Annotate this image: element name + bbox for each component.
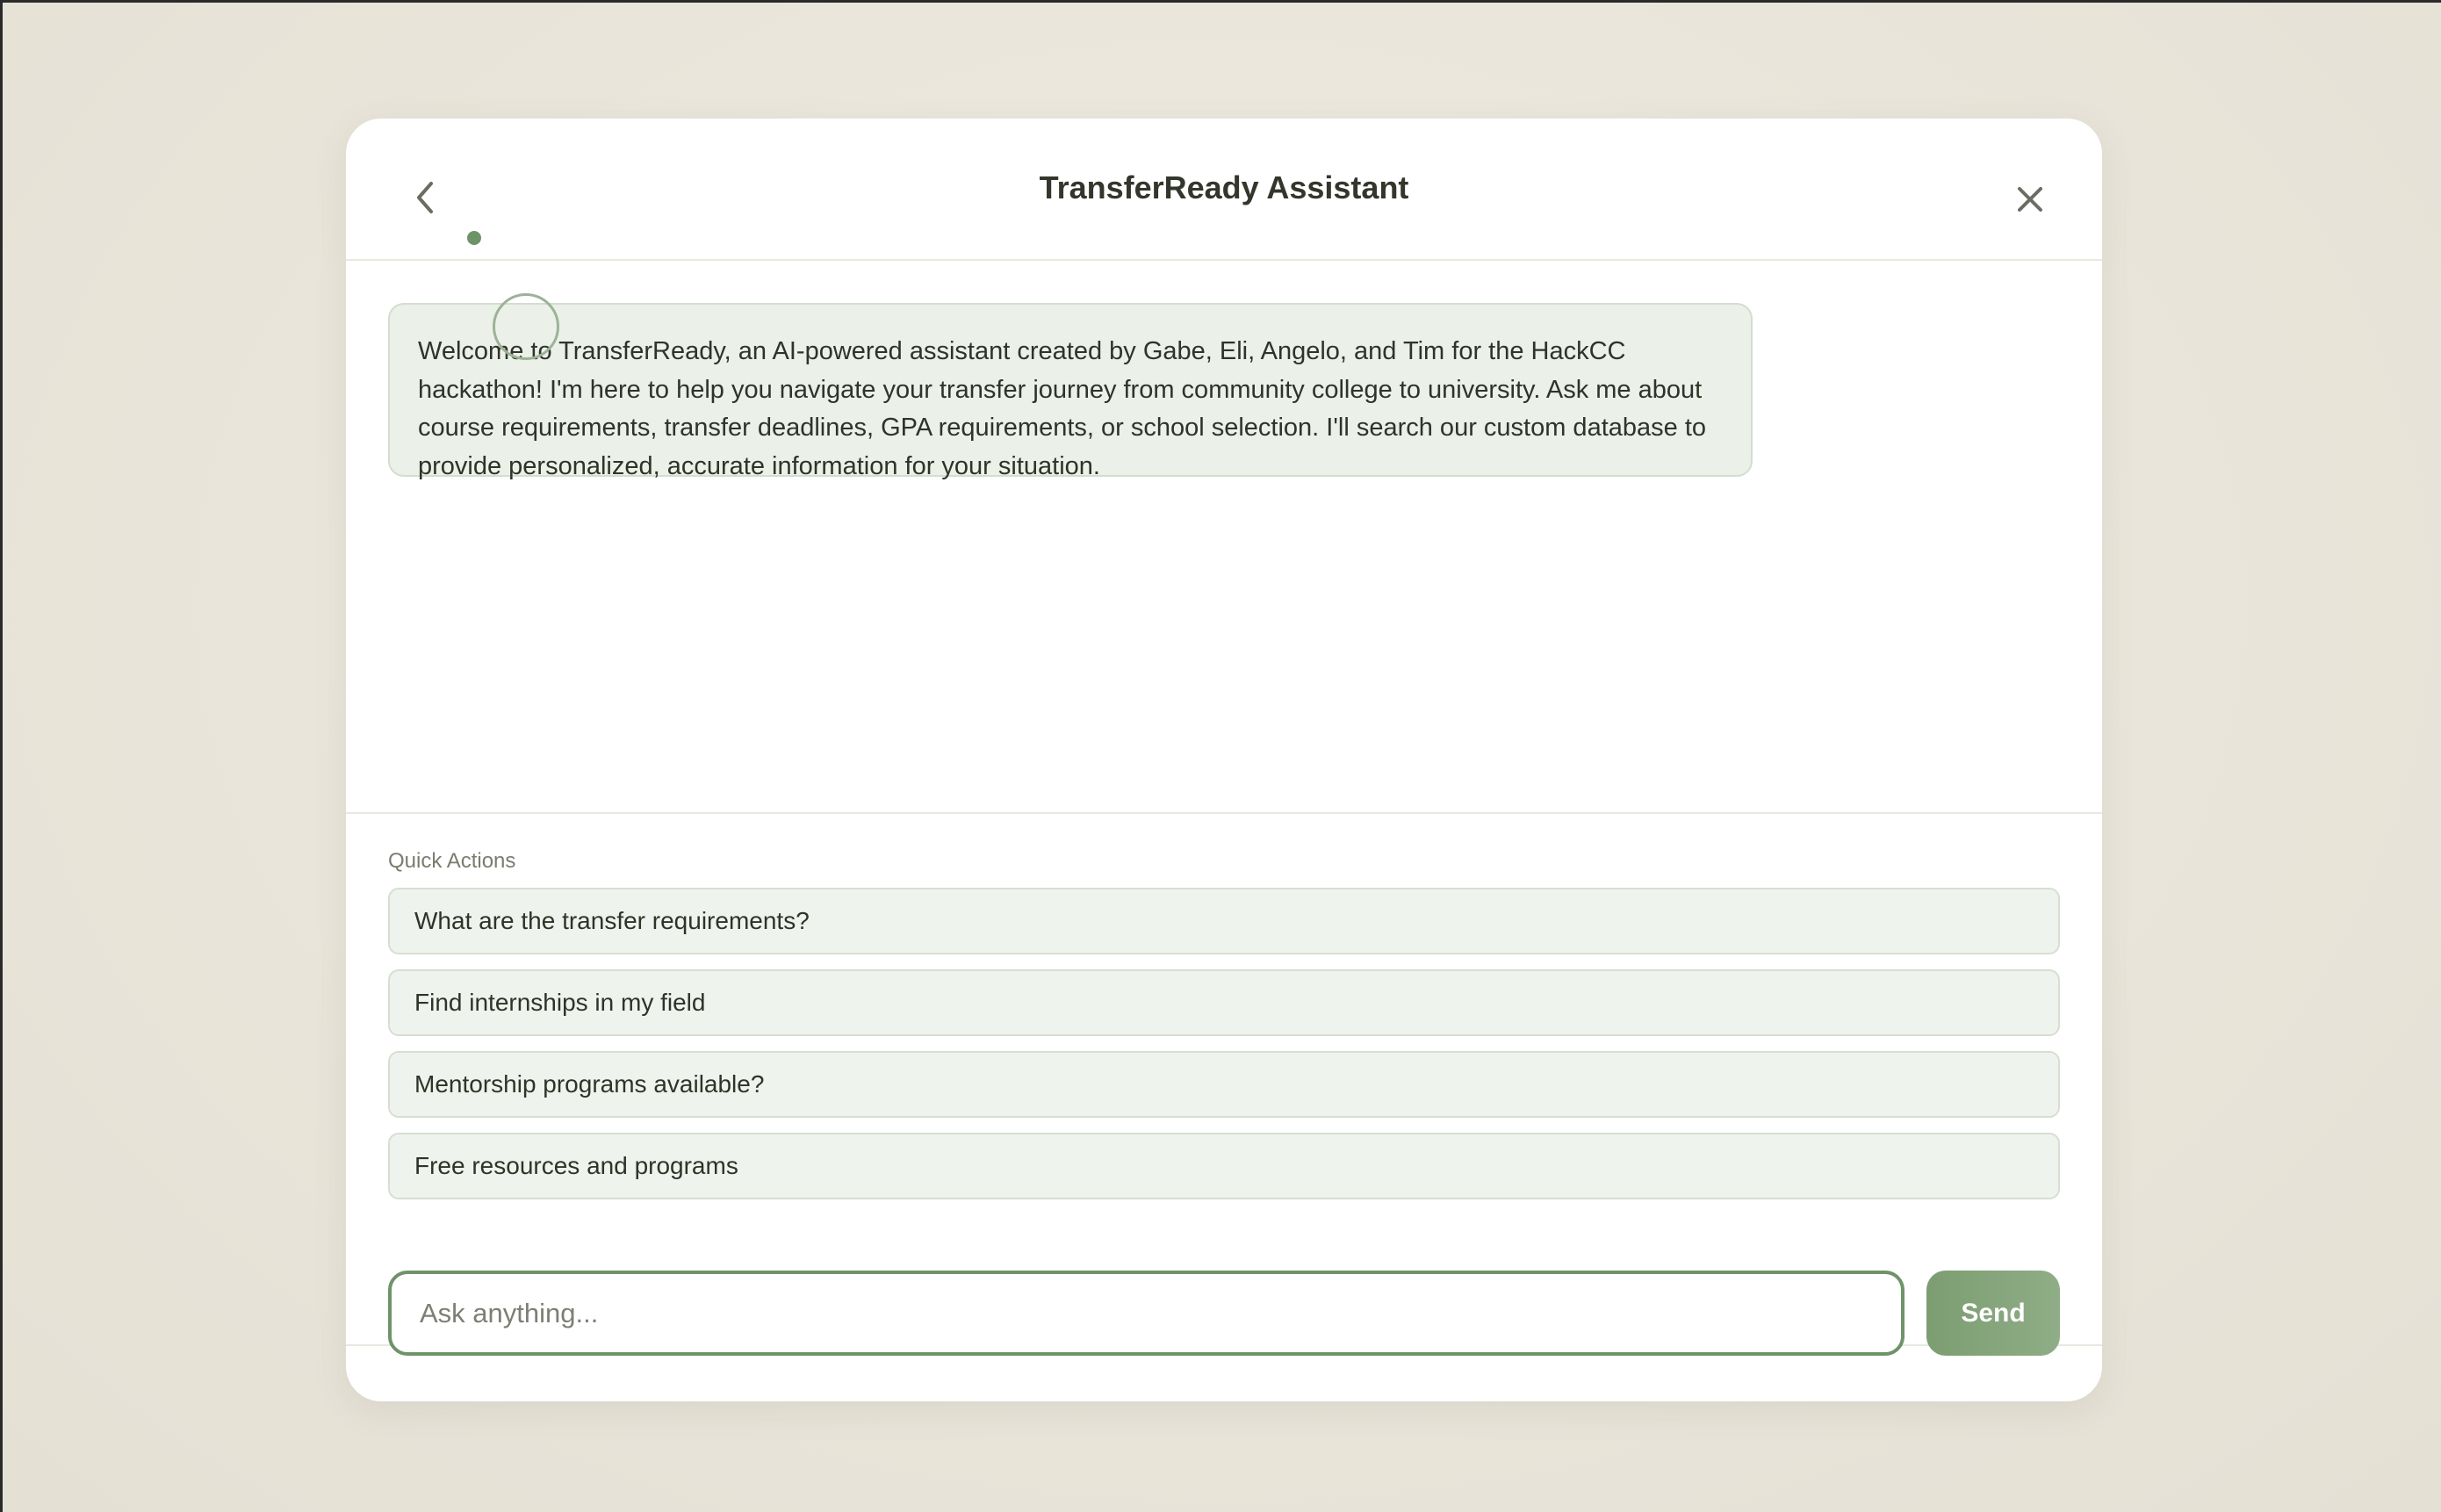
chat-header — [346, 119, 2102, 261]
chat-title: TransferReady Assistant — [1039, 169, 1409, 205]
send-button[interactable]: Send — [1926, 1271, 2060, 1356]
message-input[interactable] — [392, 1274, 1901, 1352]
quick-action-internships[interactable]: Find internships in my field — [388, 969, 2060, 1036]
message-input-wrapper — [388, 1271, 1905, 1356]
quick-actions-label: Quick Actions — [388, 849, 516, 873]
assistant-message: Welcome to TransferReady, an AI-powered assistant created by Gabe, Eli, Angelo, and Tim for the HackCC hackathon! I'm here to help you navigate your transfer journey from community college to university. Ask me about course requirements, transfer deadlines, GPA requirements, or school selection. I'll search our custom database to provide personalized, accurate information for your situation. — [388, 303, 1753, 477]
close-button[interactable] — [2004, 173, 2056, 226]
quick-actions-section — [346, 814, 2102, 1346]
quick-action-free-resources[interactable]: Free resources and programs — [388, 1133, 2060, 1199]
status-indicator — [467, 231, 481, 245]
quick-actions-list — [388, 888, 2060, 1214]
quick-action-mentorship[interactable]: Mentorship programs available? — [388, 1051, 2060, 1118]
composer — [346, 1271, 2102, 1401]
close-icon — [2016, 185, 2044, 213]
message-list — [346, 261, 2102, 814]
chat-modal — [346, 119, 2102, 1401]
quick-action-transfer-requirements[interactable]: What are the transfer requirements? — [388, 888, 2060, 954]
